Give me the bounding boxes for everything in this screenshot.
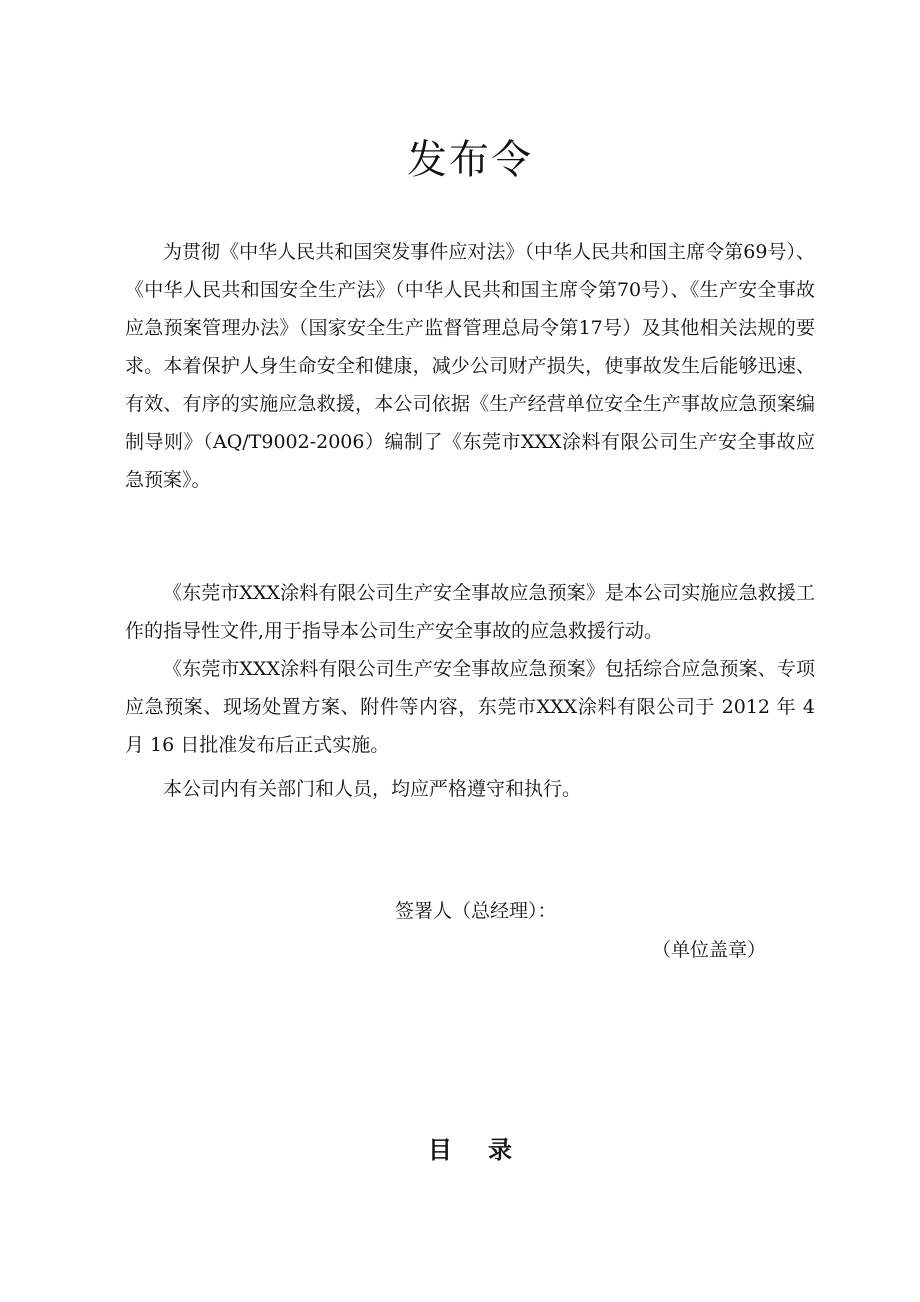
paragraph-compliance: 本公司内有关部门和人员，均应严格遵守和执行。	[163, 778, 582, 800]
paragraph-plan-purpose: 《东莞市XXX涂料有限公司生产安全事故应急预案》是本公司实施应急救援工作的指导性文件,用于指导本公司生产安全事故的应急救援行动。	[125, 582, 815, 642]
seal-note: （单位盖章）	[652, 939, 767, 961]
document-title: 发布令	[407, 137, 533, 183]
paragraph-plan-contents: 《东莞市XXX涂料有限公司生产安全事故应急预案》包括综合应急预案、专项应急预案、现场处置方案、附件等内容，东莞市XXX涂料有限公司于 2012 年 4 月 16 日批准发布后正式实施。	[125, 658, 815, 756]
toc-title: 目录	[428, 1135, 548, 1164]
signature-label: 签署人（总经理）：	[395, 900, 557, 922]
paragraph-legal-basis: 为贯彻《中华人民共和国突发事件应对法》（中华人民共和国主席令第69号）、《中华人民共和国安全生产法》（中华人民共和国主席令第70号）、《生产安全事故应急预案管理办法》（国家安全生产监督管理总局令第17号）及其他相关法规的要求。本着保护人身生命安全和健康，减少公司财产损失，使事故发生后能够迅速、有效、有序的实施应急救援，本公司依据《生产经营单位安全生产事故应急预案编制导则》（AQ/T9002-2006）编制了《东莞市XXX涂料有限公司生产安全事故应急预案》。	[125, 241, 815, 491]
